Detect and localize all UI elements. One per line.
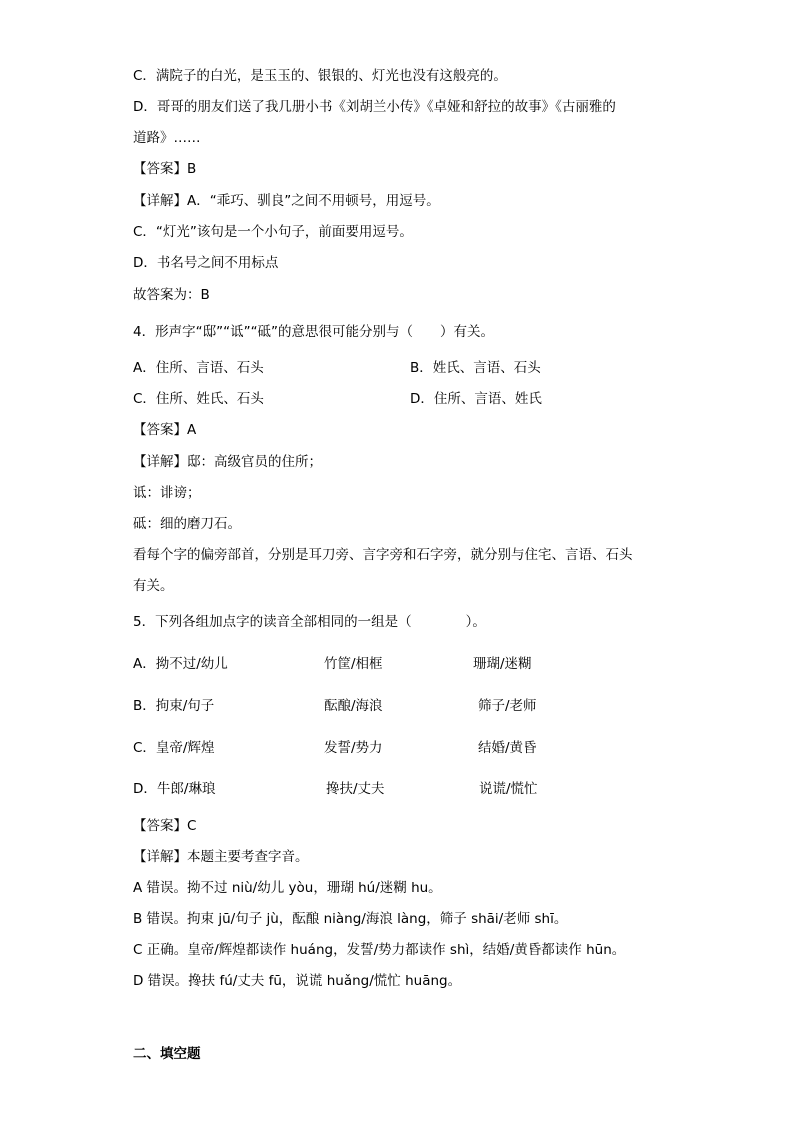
q4-explain-line: 【详解】邸：高级官员的住所； <box>133 454 322 470</box>
q4-option-b: B．姓氏、言语、石头 <box>410 360 541 376</box>
q5-row-a-col3: 珊瑚/迷糊 <box>473 656 532 672</box>
q5-stem: 5．下列各组加点字的读音全部相同的一组是（ ）。 <box>133 614 486 630</box>
q4-option-a: A．住所、言语、石头 <box>133 360 264 376</box>
q4-stem: 4．形声字“邸”“诋”“砥”的意思很可能分别与（ ）有关。 <box>133 324 495 340</box>
q5-explain-line: A 错误。拗不过 niù/幼儿 yòu，珊瑚 hú/迷糊 hu。 <box>133 880 442 896</box>
q5-row-d-col3: 说谎/慌忙 <box>479 781 538 797</box>
q3-explain-line: 故答案为：B <box>133 287 210 303</box>
q5-row-d-col2: 搀扶/丈夫 <box>326 781 385 797</box>
q5-explain-line: C 正确。皇帝/辉煌都读作 huáng，发誓/势力都读作 shì，结婚/黄昏都读作 hūn。 <box>133 942 626 958</box>
q3-option-d-line2: 道路》…… <box>133 130 201 146</box>
q5-explain-line: D 错误。搀扶 fú/丈夫 fū，说谎 huǎng/慌忙 huāng。 <box>133 973 462 989</box>
q5-row-b-col2: 酝酿/海浪 <box>324 698 383 714</box>
q3-option-d-line1: D．哥哥的朋友们送了我几册小书《刘胡兰小传》《卓娅和舒拉的故事》《古丽雅的 <box>133 99 616 115</box>
q3-explain-line: 【详解】A．“乖巧、驯良”之间不用顿号，用逗号。 <box>133 193 440 209</box>
q5-explain-line: 【详解】本题主要考查字音。 <box>133 849 309 865</box>
q3-answer: 【答案】B <box>133 161 197 177</box>
q5-row-a-col2: 竹筐/相框 <box>324 656 383 672</box>
q4-option-d: D．住所、言语、姓氏 <box>410 391 542 407</box>
q5-row-c-col3: 结婚/黄昏 <box>478 740 537 756</box>
q5-row-c-col1: C．皇帝/辉煌 <box>133 740 215 756</box>
q5-row-d-col1: D．牛郎/琳琅 <box>133 781 216 797</box>
q3-option-c: C．满院子的白光，是玉玉的、银银的、灯光也没有这般亮的。 <box>133 68 507 84</box>
q4-explain-line: 砥：细的磨刀石。 <box>133 516 241 532</box>
q4-explain-line: 诋：诽谤； <box>133 485 201 501</box>
q5-explain-line: B 错误。拘束 jū/句子 jù，酝酿 niàng/海浪 làng，筛子 shāi/老师 shī。 <box>133 911 568 927</box>
q5-row-c-col2: 发誓/势力 <box>324 740 383 756</box>
q3-explain-line: D．书名号之间不用标点 <box>133 255 279 271</box>
q5-row-a-col1: A．拗不过/幼儿 <box>133 656 228 672</box>
q4-explain-line: 看每个字的偏旁部首，分别是耳刀旁、言字旁和石字旁，就分别与住宅、言语、石头 <box>133 547 633 563</box>
q5-answer: 【答案】C <box>133 818 197 834</box>
section-title: 二、填空题 <box>133 1046 201 1062</box>
q3-explain-line: C．“灯光”该句是一个小句子，前面要用逗号。 <box>133 224 413 240</box>
q4-option-c: C．住所、姓氏、石头 <box>133 391 264 407</box>
q4-explain-line: 有关。 <box>133 578 174 594</box>
q4-answer: 【答案】A <box>133 422 197 438</box>
q5-row-b-col3: 筛子/老师 <box>478 698 537 714</box>
q5-row-b-col1: B．拘束/句子 <box>133 698 215 714</box>
